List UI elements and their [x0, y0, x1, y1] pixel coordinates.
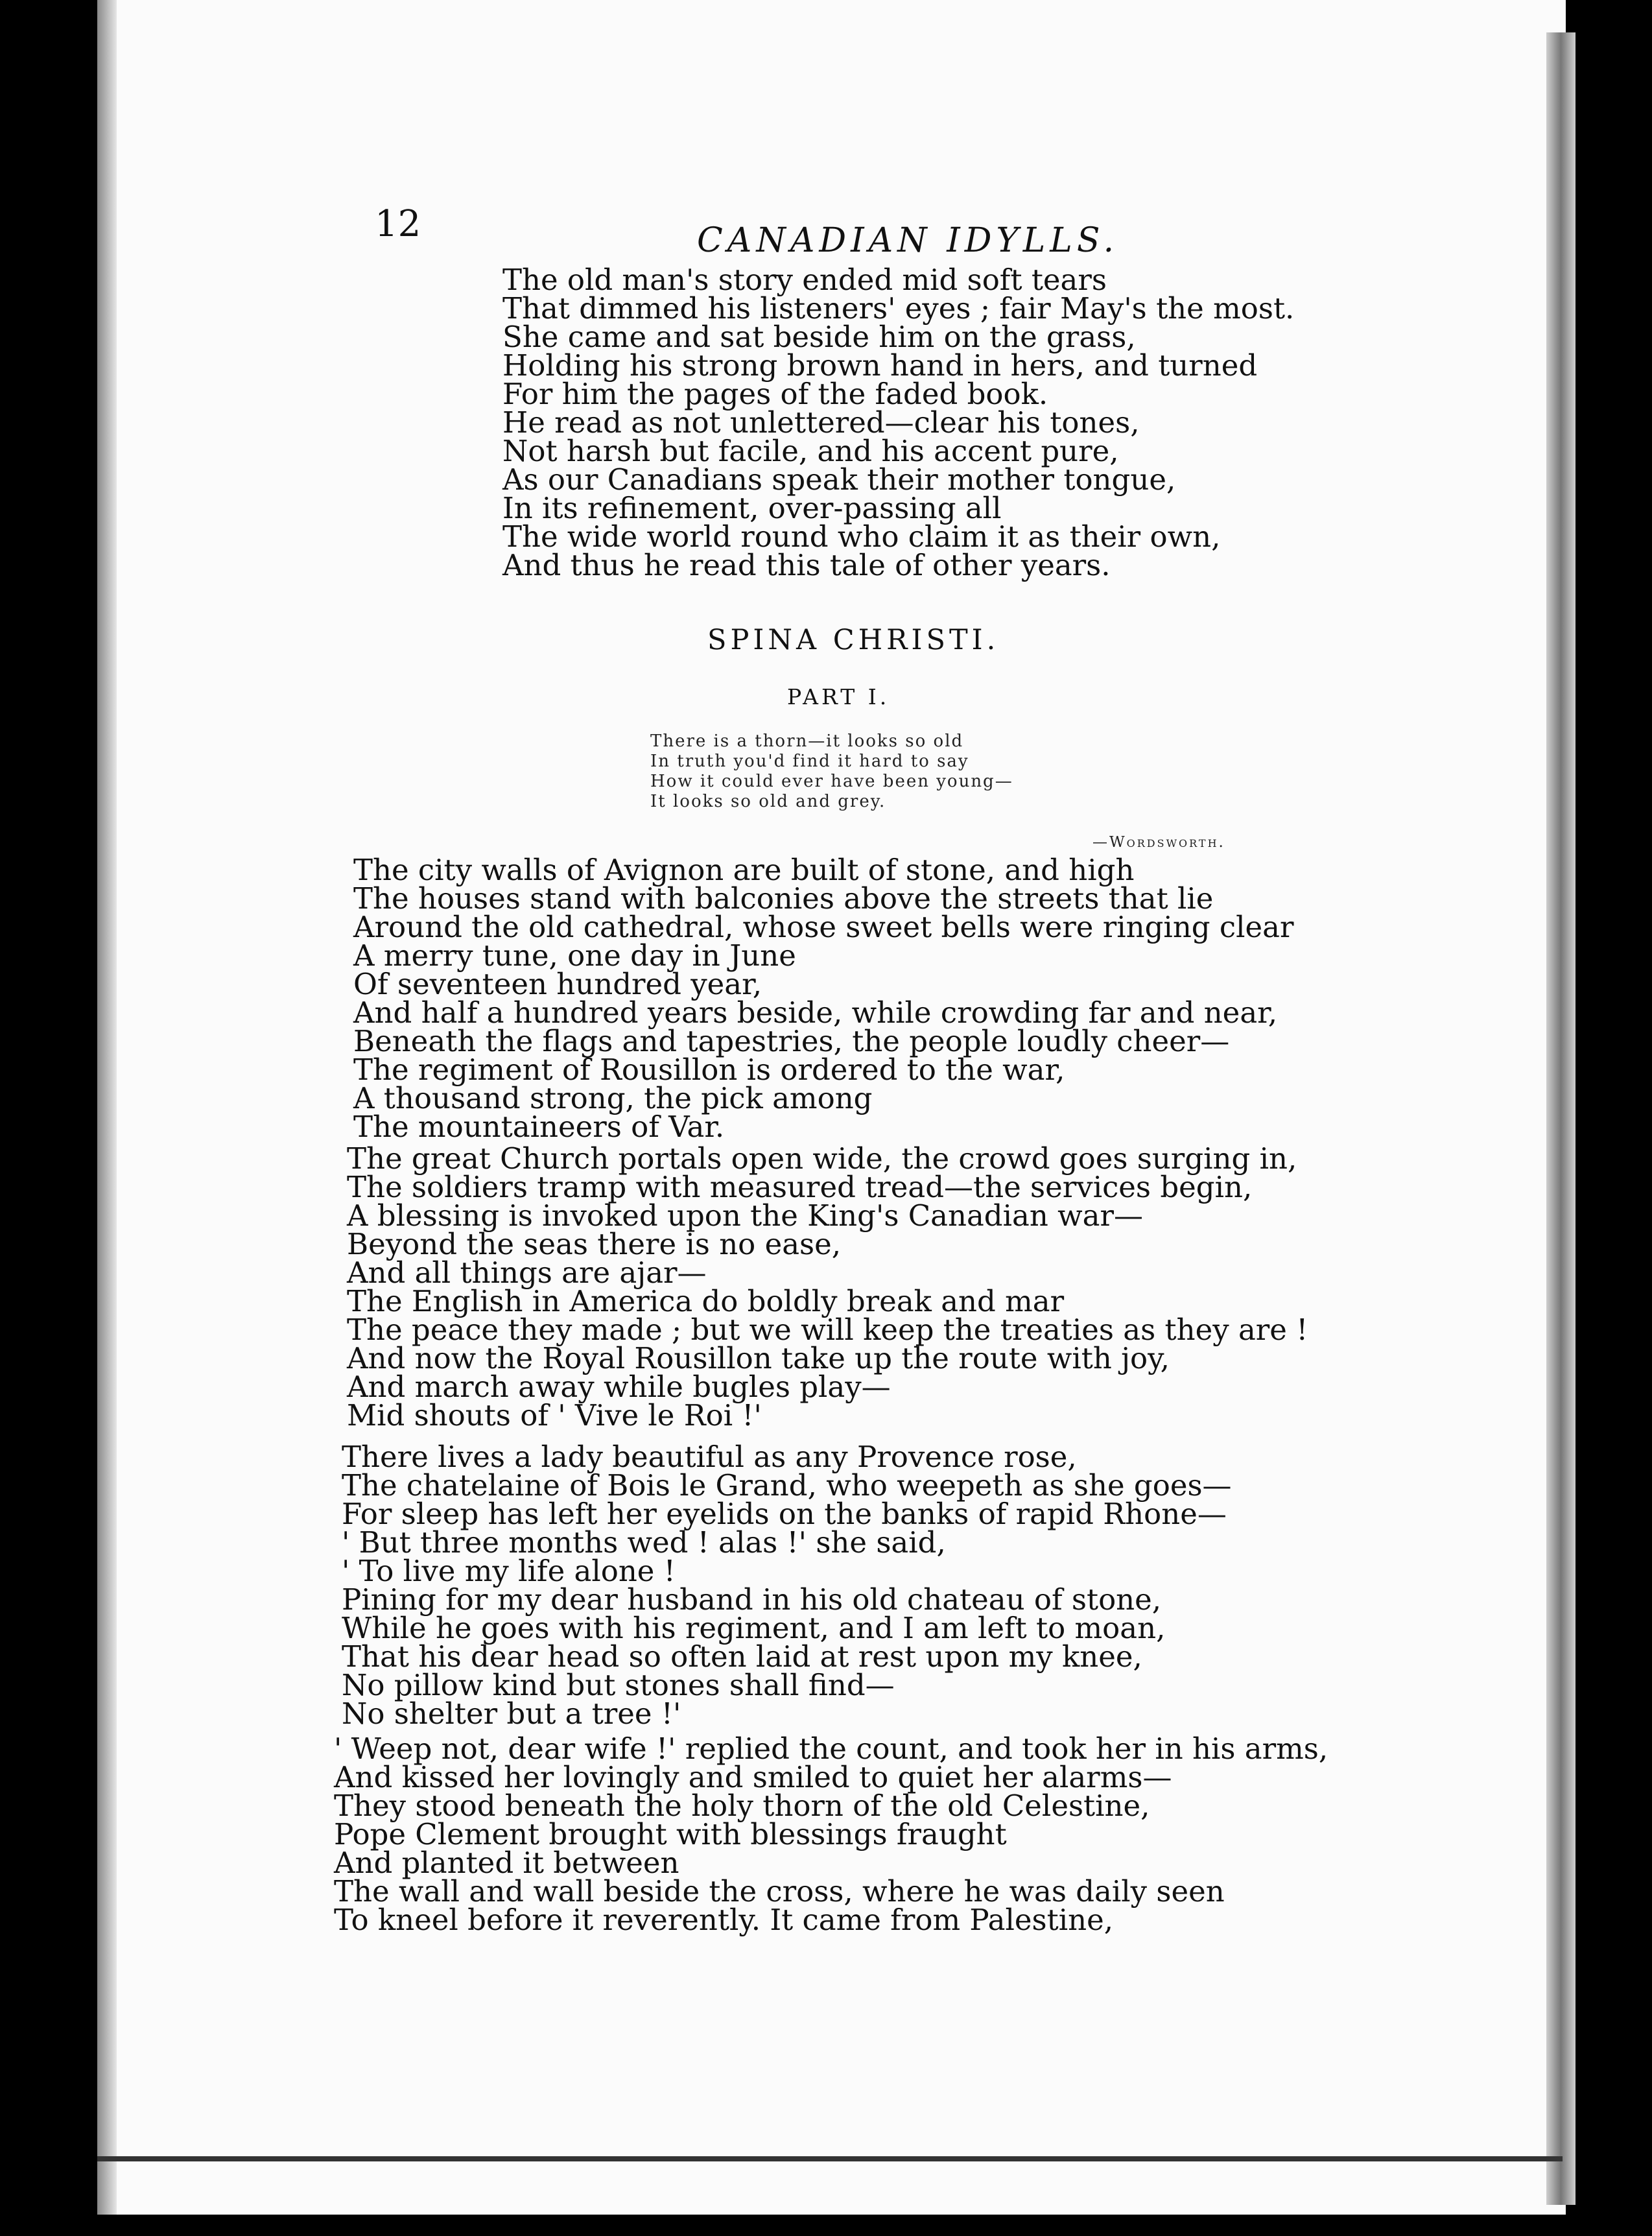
verse-line: And thus he read this tale of other years. — [502, 548, 1111, 582]
verse-line: Of seventeen hundred year, — [353, 967, 762, 1001]
verse-line: Not harsh but facile, and his accent pure, — [502, 434, 1119, 468]
verse-line: Pining for my dear husband in his old chateau of stone, — [342, 1582, 1162, 1617]
verse-line: In its refinement, over-passing all — [502, 491, 1002, 525]
stanza — [353, 853, 1294, 1144]
verse-line: The old man's story ended mid soft tears — [502, 263, 1107, 297]
verse-line: Beyond the seas there is no ease, — [347, 1227, 842, 1261]
verse-line: She came and sat beside him on the grass, — [502, 320, 1136, 354]
verse-line: Pope Clement brought with blessings fraught — [334, 1817, 1007, 1851]
page-gutter-shadow — [1546, 32, 1575, 2205]
verse-line: And now the Royal Rousillon take up the route with joy, — [347, 1341, 1170, 1375]
verse-line: Holding his strong brown hand in hers, and turned — [502, 348, 1258, 383]
verse-line: The regiment of Rousillon is ordered to the war, — [353, 1053, 1065, 1087]
verse-line: That dimmed his listeners' eyes ; fair May's the most. — [502, 291, 1295, 326]
verse-line: The wall and wall beside the cross, where he was daily seen — [334, 1874, 1225, 1909]
page-number: 12 — [375, 203, 421, 245]
verse-line: And all things are ajar— — [347, 1255, 707, 1290]
verse-line: A merry tune, one day in June — [353, 938, 796, 973]
verse-line: He read as not unlettered—clear his tones, — [502, 405, 1140, 440]
epigraph — [650, 731, 1013, 812]
verse-line: They stood beneath the holy thorn of the old Celestine, — [334, 1789, 1150, 1823]
poem-part-heading: PART I. — [787, 684, 890, 709]
verse-line: For sleep has left her eyelids on the banks of rapid Rhone— — [342, 1497, 1227, 1531]
verse-line: That his dear head so often laid at rest upon my knee, — [342, 1639, 1142, 1674]
stanza — [334, 1731, 1328, 1937]
epigraph-line: In truth you'd find it hard to say — [650, 752, 969, 771]
verse-line: The wide world round who claim it as their own, — [502, 519, 1221, 554]
poem-title: SPINA CHRISTI. — [707, 624, 1000, 656]
verse-line: The great Church portals open wide, the crowd goes surging in, — [347, 1141, 1297, 1176]
verse-line: And half a hundred years beside, while crowding far and near, — [353, 995, 1278, 1030]
page-bottom-edge — [97, 2156, 1563, 2161]
verse-line: No shelter but a tree !' — [342, 1696, 681, 1731]
verse-line: The soldiers tramp with measured tread—the services begin, — [347, 1170, 1253, 1204]
epigraph-line: It looks so old and grey. — [650, 792, 886, 811]
epigraph-line: How it could ever have been young— — [650, 772, 1013, 791]
verse-line: Around the old cathedral, whose sweet bells were ringing clear — [353, 910, 1294, 944]
epigraph-line: There is a thorn—it looks so old — [650, 731, 964, 751]
verse-line: And planted it between — [334, 1846, 679, 1880]
verse-line: Mid shouts of ' Vive le Roi !' — [347, 1398, 762, 1433]
verse-line: The chatelaine of Bois le Grand, who weepeth as she goes— — [342, 1468, 1232, 1503]
verse-line: The city walls of Avignon are built of stone, and high — [353, 853, 1135, 887]
stanza — [347, 1141, 1308, 1433]
page-edge-left — [97, 0, 117, 2215]
verse-line: While he goes with his regiment, and I am left to moan, — [342, 1611, 1166, 1645]
running-head: CANADIAN IDYLLS. — [697, 221, 1119, 260]
verse-line: The English in America do boldly break and mar — [347, 1284, 1065, 1318]
verse-line: The peace they made ; but we will keep the treaties as they are ! — [347, 1313, 1308, 1347]
verse-line: A thousand strong, the pick among — [353, 1081, 873, 1115]
verse-line: ' But three months wed ! alas !' she said, — [342, 1525, 946, 1560]
verse-line: ' To live my life alone ! — [342, 1554, 676, 1588]
verse-line: And kissed her lovingly and smiled to quiet her alarms— — [334, 1760, 1172, 1794]
verse-line: As our Canadians speak their mother tongue, — [502, 462, 1176, 497]
verse-line: No pillow kind but stones shall find— — [342, 1668, 895, 1702]
stanza — [342, 1440, 1232, 1731]
verse-line: To kneel before it reverently. It came from Palestine, — [334, 1903, 1114, 1937]
verse-line: There lives a lady beautiful as any Provence rose, — [342, 1440, 1077, 1474]
epigraph-attribution: —Wordsworth. — [1092, 834, 1225, 851]
verse-line: For him the pages of the faded book. — [502, 377, 1048, 411]
verse-line: Beneath the flags and tapestries, the people loudly cheer— — [353, 1024, 1230, 1058]
verse-line: The mountaineers of Var. — [353, 1110, 725, 1144]
verse-line: ' Weep not, dear wife !' replied the count, and took her in his arms, — [334, 1731, 1328, 1766]
verse-line: And march away while bugles play— — [347, 1370, 891, 1404]
verse-line: The houses stand with balconies above the streets that lie — [353, 881, 1214, 916]
intro-verse — [502, 263, 1295, 582]
verse-line: A blessing is invoked upon the King's Canadian war— — [347, 1198, 1143, 1233]
